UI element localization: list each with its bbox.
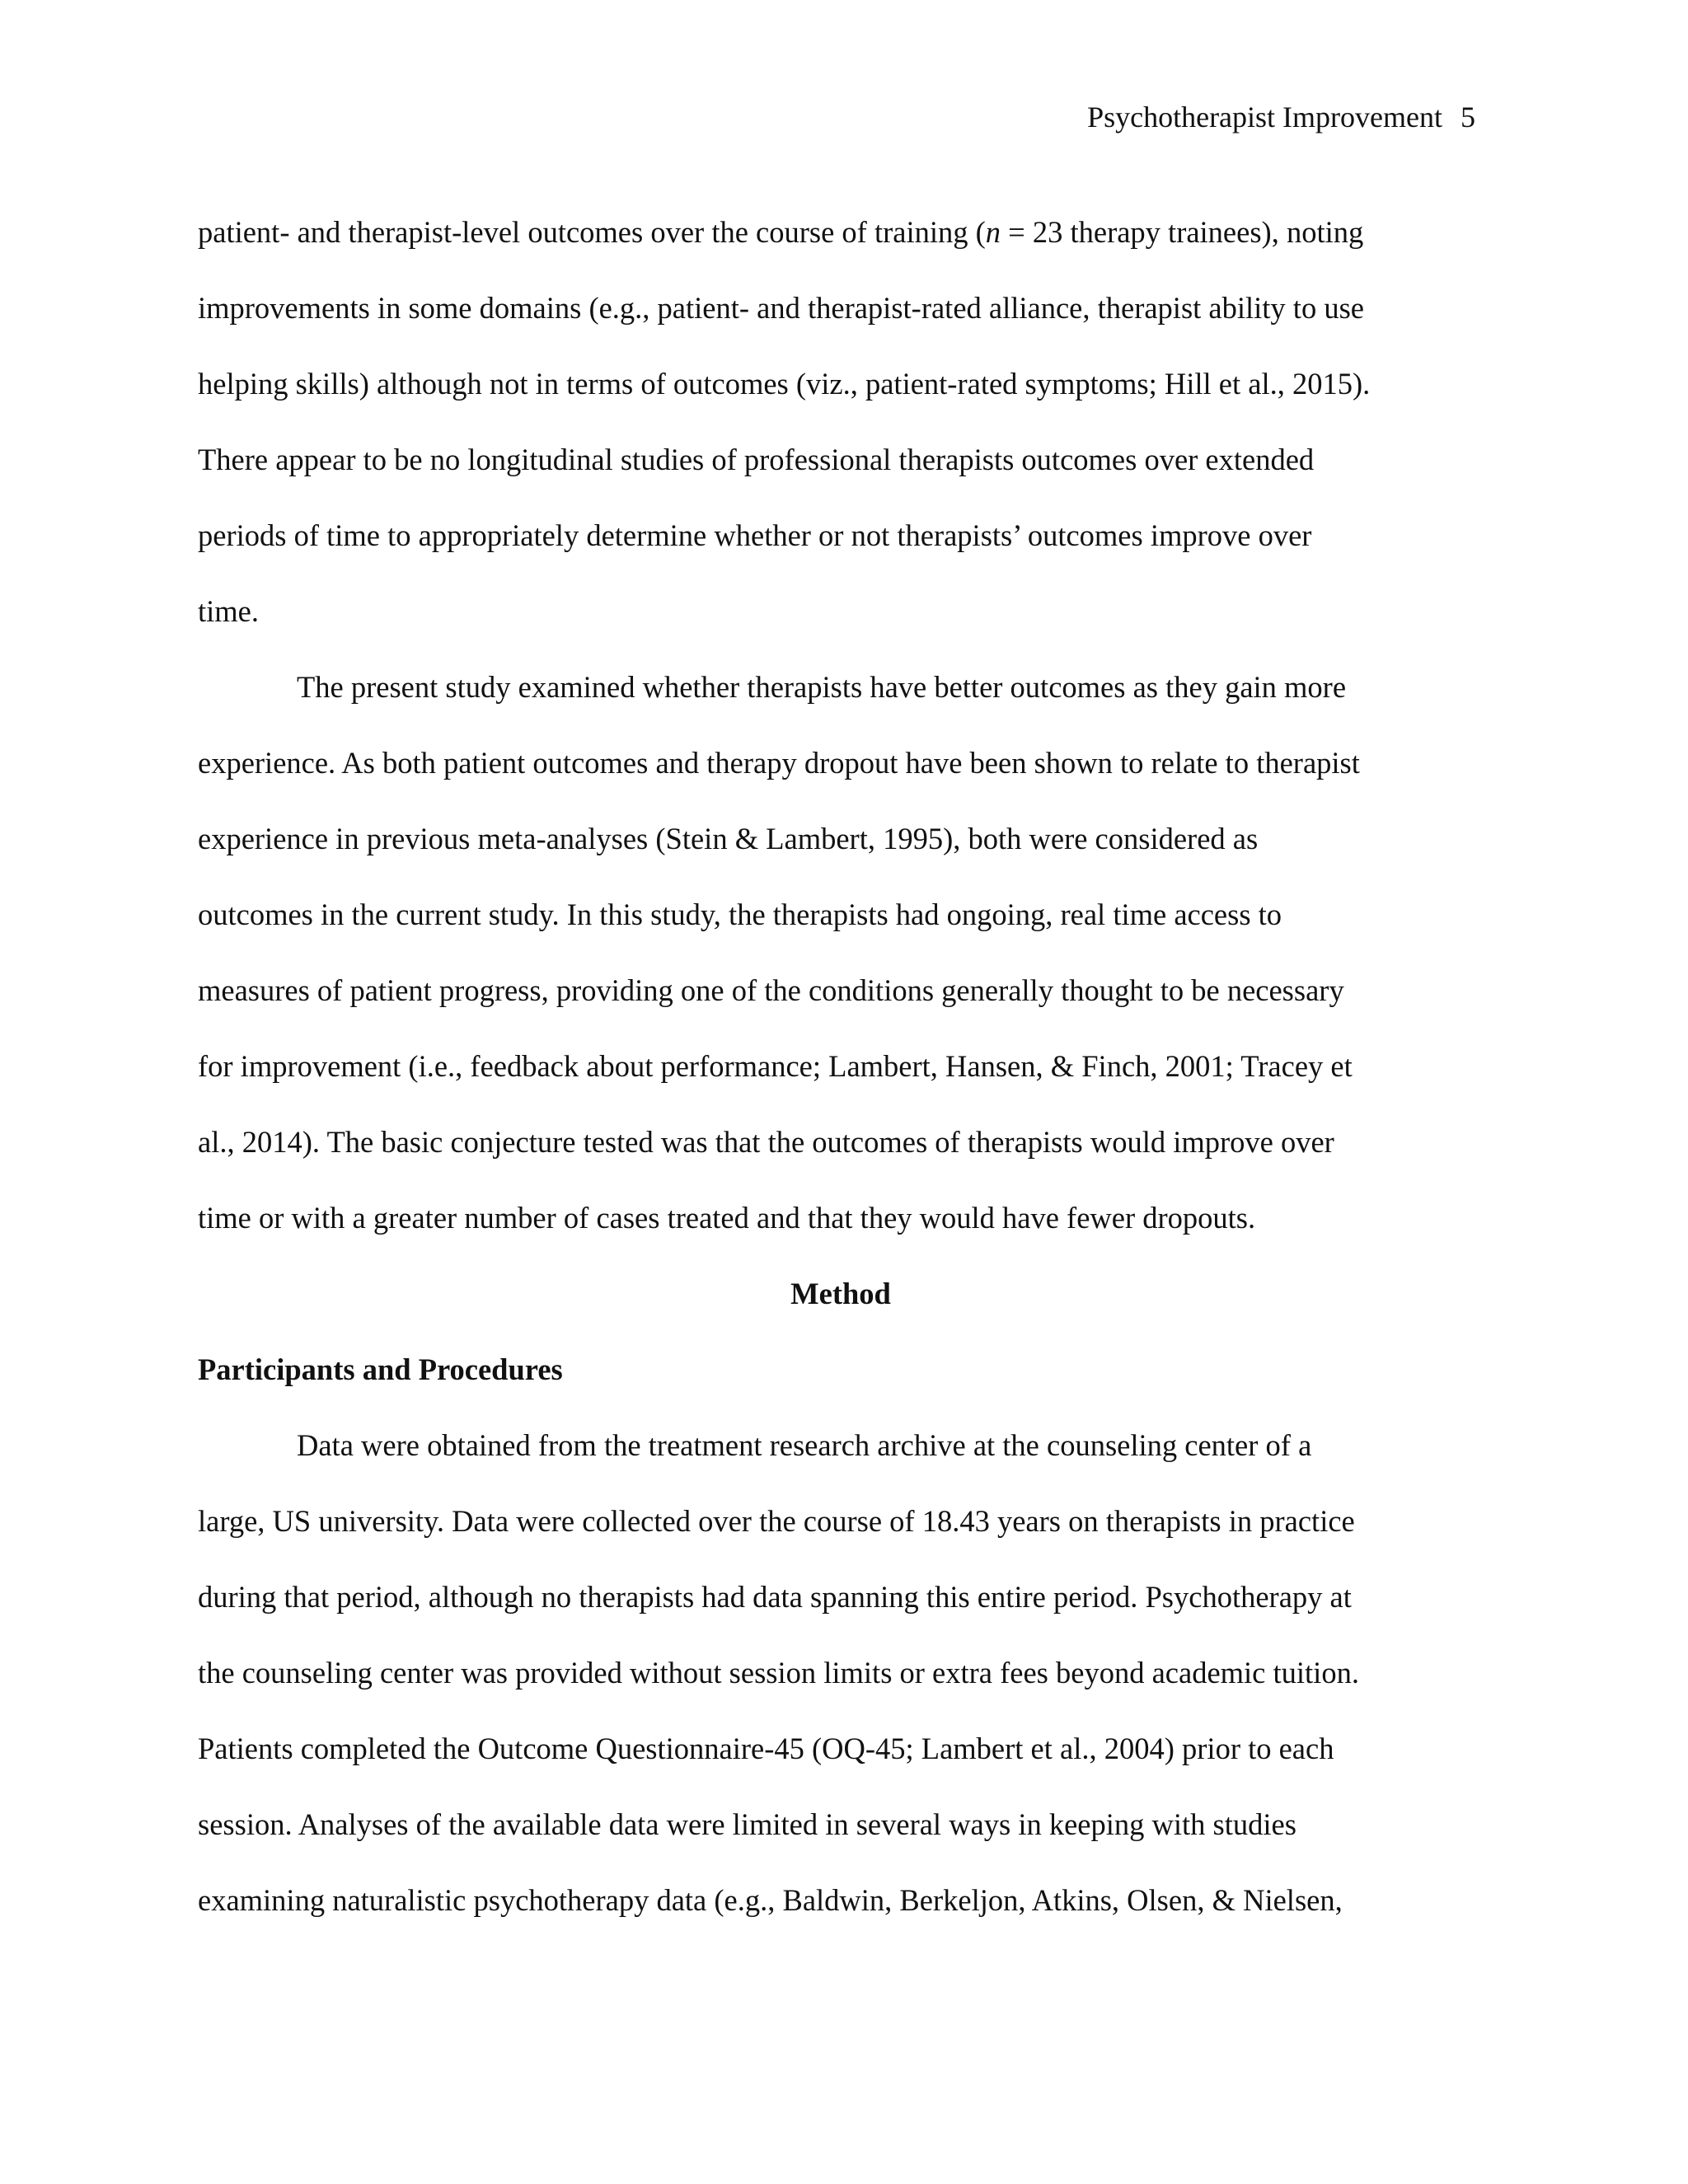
paragraph-1-line-1: patient- and therapist-level outcomes over the course of training (n = 23 therapy trainees), noting: [198, 215, 1364, 249]
paragraph-3-line-3: during that period, although no therapists had data spanning this entire period. Psychotherapy at: [198, 1580, 1352, 1614]
paragraph-1-line-4: There appear to be no longitudinal studies of professional therapists outcomes over extended: [198, 443, 1315, 476]
page-number: 5: [1461, 101, 1475, 134]
paragraph-3-line-4: the counseling center was provided without session limits or extra fees beyond academic tuition.: [198, 1656, 1359, 1690]
paragraph-1-line-5: periods of time to appropriately determine whether or not therapists’ outcomes improve over: [198, 518, 1312, 552]
subsection-heading: Participants and Procedures: [198, 1352, 563, 1386]
paragraph-2-line-3: experience in previous meta-analyses (Stein & Lambert, 1995), both were considered as: [198, 822, 1259, 855]
section-heading-method: Method: [790, 1277, 891, 1310]
paragraph-2-line-6: for improvement (i.e., feedback about performance; Lambert, Hansen, & Finch, 2001; Tracey et: [198, 1049, 1353, 1083]
paragraph-3-line-7: examining naturalistic psychotherapy data (e.g., Baldwin, Berkeljon, Atkins, Olsen, & Nielsen,: [198, 1883, 1343, 1917]
paragraph-3-line-6: session. Analyses of the available data were limited in several ways in keeping with studies: [198, 1807, 1296, 1841]
paragraph-3-line-1: Data were obtained from the treatment research archive at the counseling center of a: [297, 1428, 1312, 1462]
paragraph-2-line-4: outcomes in the current study. In this study, the therapists had ongoing, real time access to: [198, 898, 1282, 931]
paragraph-2-line-7: al., 2014). The basic conjecture tested was that the outcomes of therapists would improve over: [198, 1125, 1334, 1159]
paragraph-2-line-2: experience. As both patient outcomes and therapy dropout have been shown to relate to therapist: [198, 746, 1360, 780]
paragraph-3-line-5: Patients completed the Outcome Questionnaire-45 (OQ-45; Lambert et al., 2004) prior to each: [198, 1732, 1334, 1765]
running-head: [1087, 97, 1475, 137]
running-title: Psychotherapist Improvement: [1087, 101, 1442, 134]
paragraph-1-line-2: improvements in some domains (e.g., patient- and therapist-rated alliance, therapist ability to use: [198, 291, 1364, 325]
paragraph-2-line-5: measures of patient progress, providing one of the conditions generally thought to be necessary: [198, 973, 1344, 1007]
paragraph-1-line-6: time.: [198, 594, 259, 628]
paragraph-1-line-3: helping skills) although not in terms of outcomes (viz., patient-rated symptoms; Hill et al., 2015).: [198, 367, 1371, 401]
body-text: [198, 194, 1484, 1938]
paragraph-3-line-2: large, US university. Data were collected over the course of 18.43 years on therapists in practice: [198, 1504, 1355, 1538]
paragraph-2-line-8: time or with a greater number of cases treated and that they would have fewer dropouts.: [198, 1201, 1256, 1235]
paragraph-2-line-1: The present study examined whether therapists have better outcomes as they gain more: [297, 670, 1347, 704]
italic-n: n: [985, 215, 1001, 249]
